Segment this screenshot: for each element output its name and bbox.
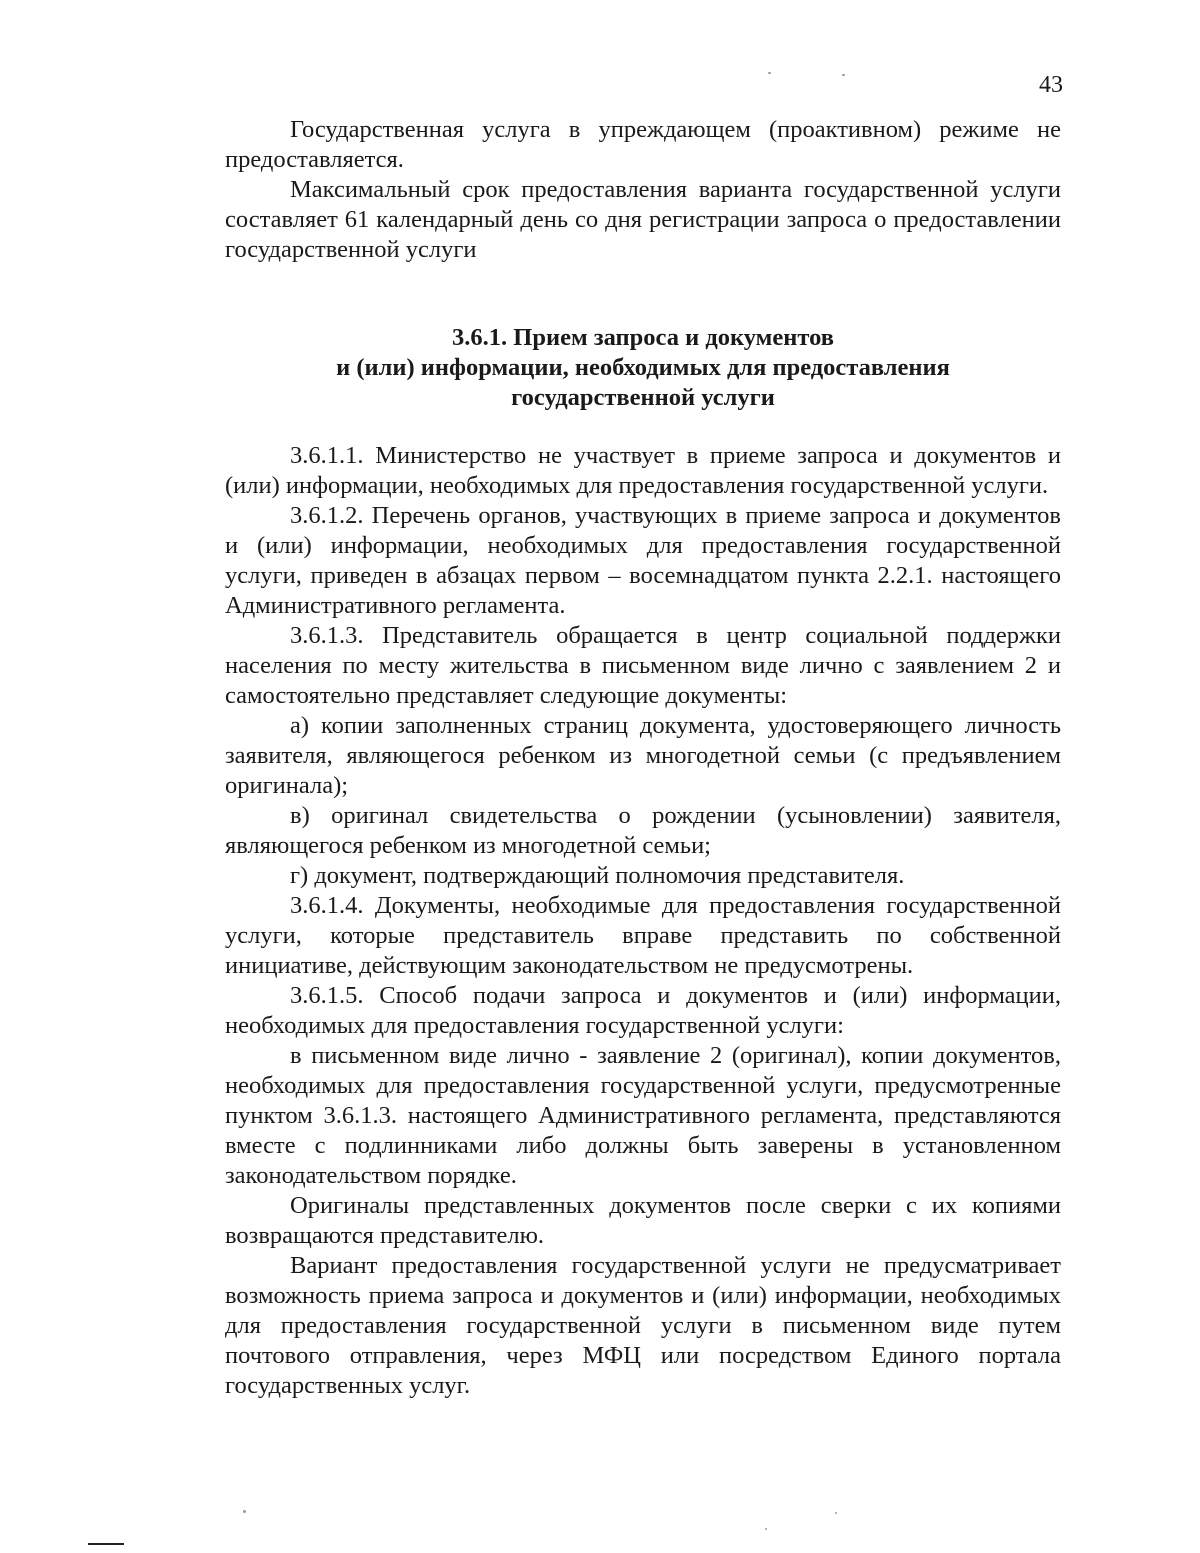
scan-artifact	[768, 72, 771, 74]
footer-line	[88, 1543, 124, 1545]
list-item: а) копии заполненных страниц документа, удостоверяющего личность заявителя, являющегося ребенком из многодетной семьи (с предъявлением оригинала);	[225, 712, 1061, 799]
body-paragraph: 3.6.1.5. Способ подачи запроса и документов и (или) информации, необходимых для предоставления государственной услуги:	[225, 982, 1061, 1039]
body-paragraph: 3.6.1.2. Перечень органов, участвующих в приеме запроса и документов и (или) информации, необходимых для предоставления государственной услуги, приведен в абзацах первом – восемнадцатом пункта 2.2.1. настоящего Административного регламента.	[225, 502, 1061, 619]
body-paragraph: Оригиналы представленных документов после сверки с их копиями возвращаются представителю.	[225, 1192, 1061, 1249]
heading-line: государственной услуги	[511, 384, 775, 411]
scan-artifact	[842, 74, 845, 76]
scan-artifact	[243, 1510, 246, 1513]
page-number: 43	[1039, 72, 1063, 98]
heading-line: и (или) информации, необходимых для предоставления	[336, 354, 950, 381]
body-paragraph: 3.6.1.4. Документы, необходимые для предоставления государственной услуги, которые представитель вправе представить по собственной инициативе, действующим законодательством не предусмотрены.	[225, 892, 1061, 979]
list-item: г) документ, подтверждающий полномочия представителя.	[290, 862, 905, 889]
intro-section	[225, 115, 1061, 265]
body-paragraph: 3.6.1.1. Министерство не участвует в приеме запроса и документов и (или) информации, необходимых для предоставления государственной услуги.	[225, 442, 1061, 499]
list-item: в) оригинал свидетельства о рождении (усыновлении) заявителя, являющегося ребенком из многодетной семьи;	[225, 802, 1061, 859]
heading-line: 3.6.1. Прием запроса и документов	[452, 324, 834, 351]
body-paragraph: в письменном виде лично - заявление 2 (оригинал), копии документов, необходимых для предоставления государственной услуги, предусмотренные пунктом 3.6.1.3. настоящего Административного регламента, представляются вместе с подлинниками либо должны быть заверены в установленном законодательством порядке.	[225, 1042, 1061, 1189]
body-paragraph: 3.6.1.3. Представитель обращается в центр социальной поддержки населения по месту жительства в письменном виде лично с заявлением 2 и самостоятельно представляет следующие документы:	[225, 622, 1061, 709]
body-paragraph: Вариант предоставления государственной услуги не предусматривает возможность приема запроса и документов и (или) информации, необходимых для предоставления государственной услуги в письменном виде путем почтового отправления, через МФЦ или посредством Единого портала государственных услуг.	[225, 1252, 1061, 1399]
scan-artifact	[835, 1512, 837, 1514]
body-section	[225, 441, 1061, 1401]
intro-paragraph: Государственная услуга в упреждающем (проактивном) режиме не предоставляется.	[225, 116, 1061, 173]
section-heading	[225, 323, 1061, 413]
intro-paragraph: Максимальный срок предоставления варианта государственной услуги составляет 61 календарный день со дня регистрации запроса о предоставлении государственной услуги	[225, 176, 1061, 263]
scan-artifact	[765, 1528, 767, 1530]
